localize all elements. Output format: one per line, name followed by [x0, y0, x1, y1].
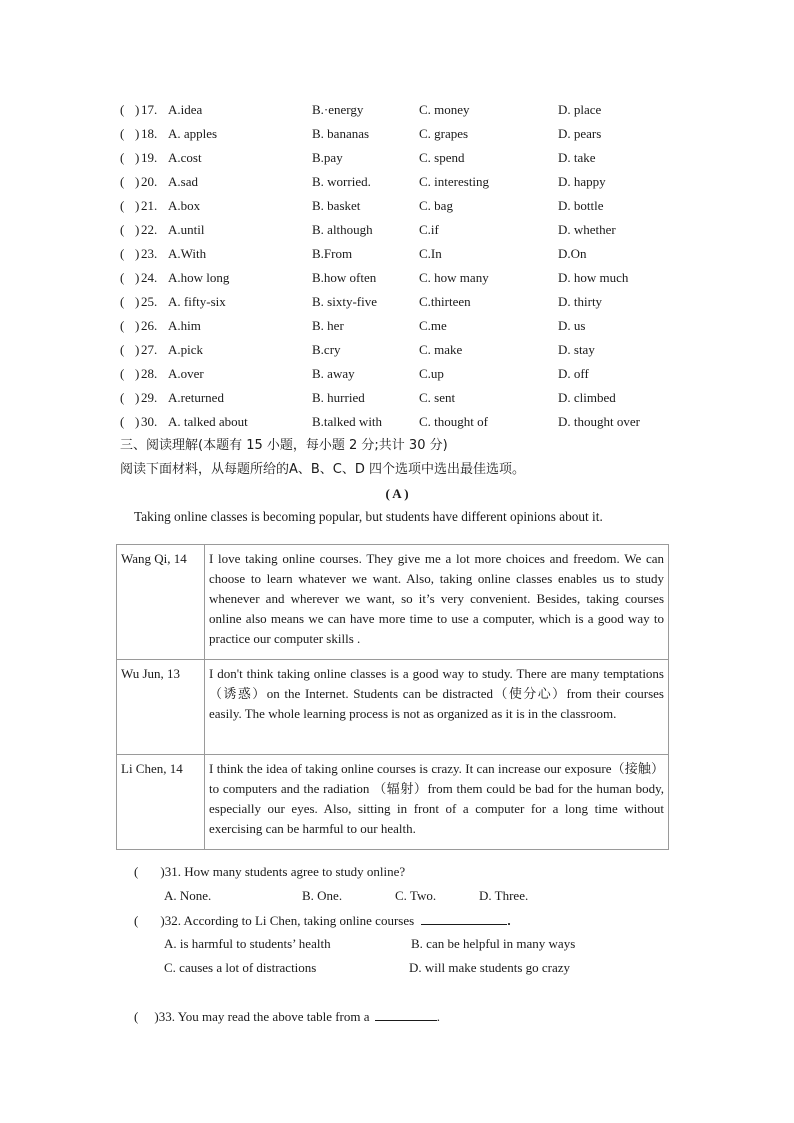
answer-blank[interactable] — [128, 196, 135, 216]
option-a: A.until — [168, 222, 205, 237]
table-row — [117, 545, 669, 660]
answer-paren: ( — [120, 390, 125, 405]
option-d: D. us — [558, 318, 586, 333]
fill-in-blank[interactable] — [421, 910, 507, 925]
answer-paren: ( — [120, 270, 125, 285]
option-a: A.sad — [168, 174, 198, 189]
option-d: D. whether — [558, 222, 616, 237]
option-d: D. how much — [558, 270, 629, 285]
question-32 — [134, 910, 511, 931]
option-c: C.up — [419, 366, 444, 381]
answer-paren-close: ) — [160, 864, 165, 879]
option-a: A. talked about — [168, 414, 248, 429]
section3-title: 三、阅读理解(本题有 15 小题，每小题 2 分;共计 30 分) — [120, 438, 448, 453]
answer-paren-open: ( — [134, 1009, 139, 1024]
option-a: A.cost — [168, 150, 202, 165]
option-b: B. hurried — [312, 390, 365, 405]
option-b: B.From — [312, 246, 353, 261]
option-c: C. bag — [419, 198, 453, 213]
student-name: Wang Qi, 14 — [117, 545, 205, 660]
option-c: C. thought of — [419, 414, 488, 429]
option-c: C. interesting — [419, 174, 490, 189]
q31-option-d: D. Three. — [479, 888, 529, 903]
answer-blank[interactable] — [128, 172, 135, 192]
q31-option-c: C. Two. — [395, 888, 437, 903]
answer-paren-close: ) — [135, 270, 140, 285]
option-d: D. thirty — [558, 294, 603, 309]
question-number: 26. — [141, 318, 158, 333]
q32-option-b: B. can be helpful in many ways — [411, 936, 576, 951]
question-number: 30. — [141, 414, 158, 429]
option-a: A.pick — [168, 342, 204, 357]
student-name: Wu Jun, 13 — [117, 660, 205, 755]
question-number: 29. — [141, 390, 158, 405]
answer-paren: ( — [120, 102, 125, 117]
answer-paren-close: ) — [160, 913, 165, 928]
option-d: D. stay — [558, 342, 595, 357]
answer-paren: ( — [120, 150, 125, 165]
option-b: B. basket — [312, 198, 361, 213]
answer-paren-close: ) — [135, 342, 140, 357]
answer-paren-close: ) — [135, 198, 140, 213]
answer-paren-close: ) — [135, 318, 140, 333]
answer-blank[interactable] — [128, 124, 135, 144]
option-c: C.thirteen — [419, 294, 471, 309]
student-name: Li Chen, 14 — [117, 755, 205, 850]
student-opinion: I don't think taking online classes is a good way to study. There are many temptations（诱惑）on the Internet. Students can be distracted（使分心）from their courses easily. The whole learning process is not as organized as it is in the classroom. — [205, 660, 669, 755]
answer-blank[interactable] — [128, 364, 135, 384]
option-c: C. money — [419, 102, 470, 117]
fill-in-blank[interactable] — [375, 1006, 437, 1021]
option-a: A.With — [168, 246, 207, 261]
q31-option-a: A. None. — [164, 888, 212, 903]
answer-paren: ( — [120, 294, 125, 309]
option-d: D. pears — [558, 126, 602, 141]
option-c: C.In — [419, 246, 442, 261]
option-b: B.·energy — [312, 102, 364, 117]
q32-option-c: C. causes a lot of distractions — [164, 960, 317, 975]
option-a: A.box — [168, 198, 201, 213]
option-c: C.if — [419, 222, 439, 237]
option-b: B. worried. — [312, 174, 371, 189]
opinions-table — [116, 544, 669, 850]
question-stem: 32. According to Li Chen, taking online courses — [164, 913, 415, 928]
answer-blank[interactable] — [128, 340, 135, 360]
q31-option-b: B. One. — [302, 888, 343, 903]
answer-paren-close: ) — [135, 366, 140, 381]
question-stem: 31. How many students agree to study online? — [164, 864, 406, 879]
question-33 — [134, 1006, 440, 1027]
answer-paren-open: ( — [134, 913, 139, 928]
answer-blank[interactable] — [128, 388, 135, 408]
option-b: B.cry — [312, 342, 341, 357]
option-b: B. her — [312, 318, 344, 333]
option-a: A.him — [168, 318, 201, 333]
q32-option-a: A. is harmful to students’ health — [164, 936, 331, 951]
answer-blank[interactable] — [128, 100, 135, 120]
option-c: C. sent — [419, 390, 456, 405]
option-d: D. off — [558, 366, 589, 381]
option-a: A.returned — [168, 390, 224, 405]
question-number: 19. — [141, 150, 158, 165]
table-row — [117, 660, 669, 755]
answer-paren: ( — [120, 198, 125, 213]
question-31 — [134, 862, 405, 882]
answer-blank[interactable] — [128, 412, 135, 432]
question-number: 25. — [141, 294, 158, 309]
answer-paren-close: ) — [135, 246, 140, 261]
option-a: A. fifty-six — [168, 294, 226, 309]
answer-blank[interactable] — [128, 316, 135, 336]
option-b: B. sixty-five — [312, 294, 377, 309]
option-b: B.talked with — [312, 414, 383, 429]
answer-paren-close: ) — [135, 102, 140, 117]
question-stem: 33. You may read the above table from a — [158, 1009, 370, 1024]
answer-blank[interactable] — [128, 268, 135, 288]
answer-paren-close: ) — [135, 150, 140, 165]
option-a: A.idea — [168, 102, 203, 117]
answer-paren: ( — [120, 126, 125, 141]
question-number: 22. — [141, 222, 158, 237]
answer-blank[interactable] — [128, 148, 135, 168]
option-d: D.On — [558, 246, 587, 261]
answer-paren-close: ) — [135, 126, 140, 141]
question-end: . — [507, 913, 511, 928]
answer-paren-close: ) — [135, 174, 140, 189]
option-c: C. make — [419, 342, 463, 357]
option-c: C. spend — [419, 150, 465, 165]
question-number: 27. — [141, 342, 158, 357]
option-c: C. grapes — [419, 126, 469, 141]
option-b: B.pay — [312, 150, 343, 165]
option-d: D. happy — [558, 174, 606, 189]
option-a: A.how long — [168, 270, 230, 285]
answer-paren-close: ) — [135, 390, 140, 405]
answer-paren: ( — [120, 222, 125, 237]
answer-paren-close: ) — [135, 414, 140, 429]
answer-paren: ( — [120, 318, 125, 333]
question-number: 24. — [141, 270, 158, 285]
option-d: D. take — [558, 150, 596, 165]
answer-paren: ( — [120, 366, 125, 381]
question-number: 28. — [141, 366, 158, 381]
option-b: B.how often — [312, 270, 377, 285]
question-number: 18. — [141, 126, 158, 141]
answer-paren: ( — [120, 342, 125, 357]
answer-paren: ( — [120, 174, 125, 189]
option-c: C.me — [419, 318, 447, 333]
passage-intro: Taking online classes is becoming popular, but students have different opinions about it. — [134, 509, 603, 524]
option-b: B. although — [312, 222, 373, 237]
answer-blank[interactable] — [128, 292, 135, 312]
option-b: B. away — [312, 366, 355, 381]
question-end: . — [436, 1009, 441, 1024]
answer-paren-close: ) — [135, 294, 140, 309]
option-a: A.over — [168, 366, 204, 381]
question-number: 23. — [141, 246, 158, 261]
table-row — [117, 755, 669, 850]
answer-paren: ( — [120, 246, 125, 261]
option-c: C. how many — [419, 270, 489, 285]
option-d: D. thought over — [558, 414, 640, 429]
section3-instruction: 阅读下面材料，从每题所给的A、B、C、D 四个选项中选出最佳选项。 — [120, 462, 526, 477]
student-opinion: I think the idea of taking online courses is crazy. It can increase our exposure（接触）to computers and the radiation （辐射）from them could be bad for the human body, especially our eyes. Also, sitting in front of a computer for a long time without exercising can be harmful to our health. — [205, 755, 669, 850]
answer-blank[interactable] — [128, 244, 135, 264]
q32-option-d: D. will make students go crazy — [409, 960, 571, 975]
answer-paren-open: ( — [134, 864, 139, 879]
answer-paren-close: ) — [154, 1009, 159, 1024]
option-a: A. apples — [168, 126, 218, 141]
answer-paren-close: ) — [135, 222, 140, 237]
question-number: 20. — [141, 174, 158, 189]
option-d: D. place — [558, 102, 602, 117]
passage-label: ( A ) — [385, 486, 409, 501]
option-d: D. climbed — [558, 390, 616, 405]
question-number: 21. — [141, 198, 158, 213]
question-number: 17. — [141, 102, 158, 117]
answer-blank[interactable] — [128, 220, 135, 240]
option-d: D. bottle — [558, 198, 604, 213]
answer-paren: ( — [120, 414, 125, 429]
student-opinion: I love taking online courses. They give me a lot more choices and freedom. We can choose to learn whatever we want. Also, taking online classes enables us to study whenever and wherever we want, so it’s very convenient. Besides, taking courses online also means we can have more time to use a computer, which is a good way to practice our computer skills . — [205, 545, 669, 660]
option-b: B. bananas — [312, 126, 370, 141]
